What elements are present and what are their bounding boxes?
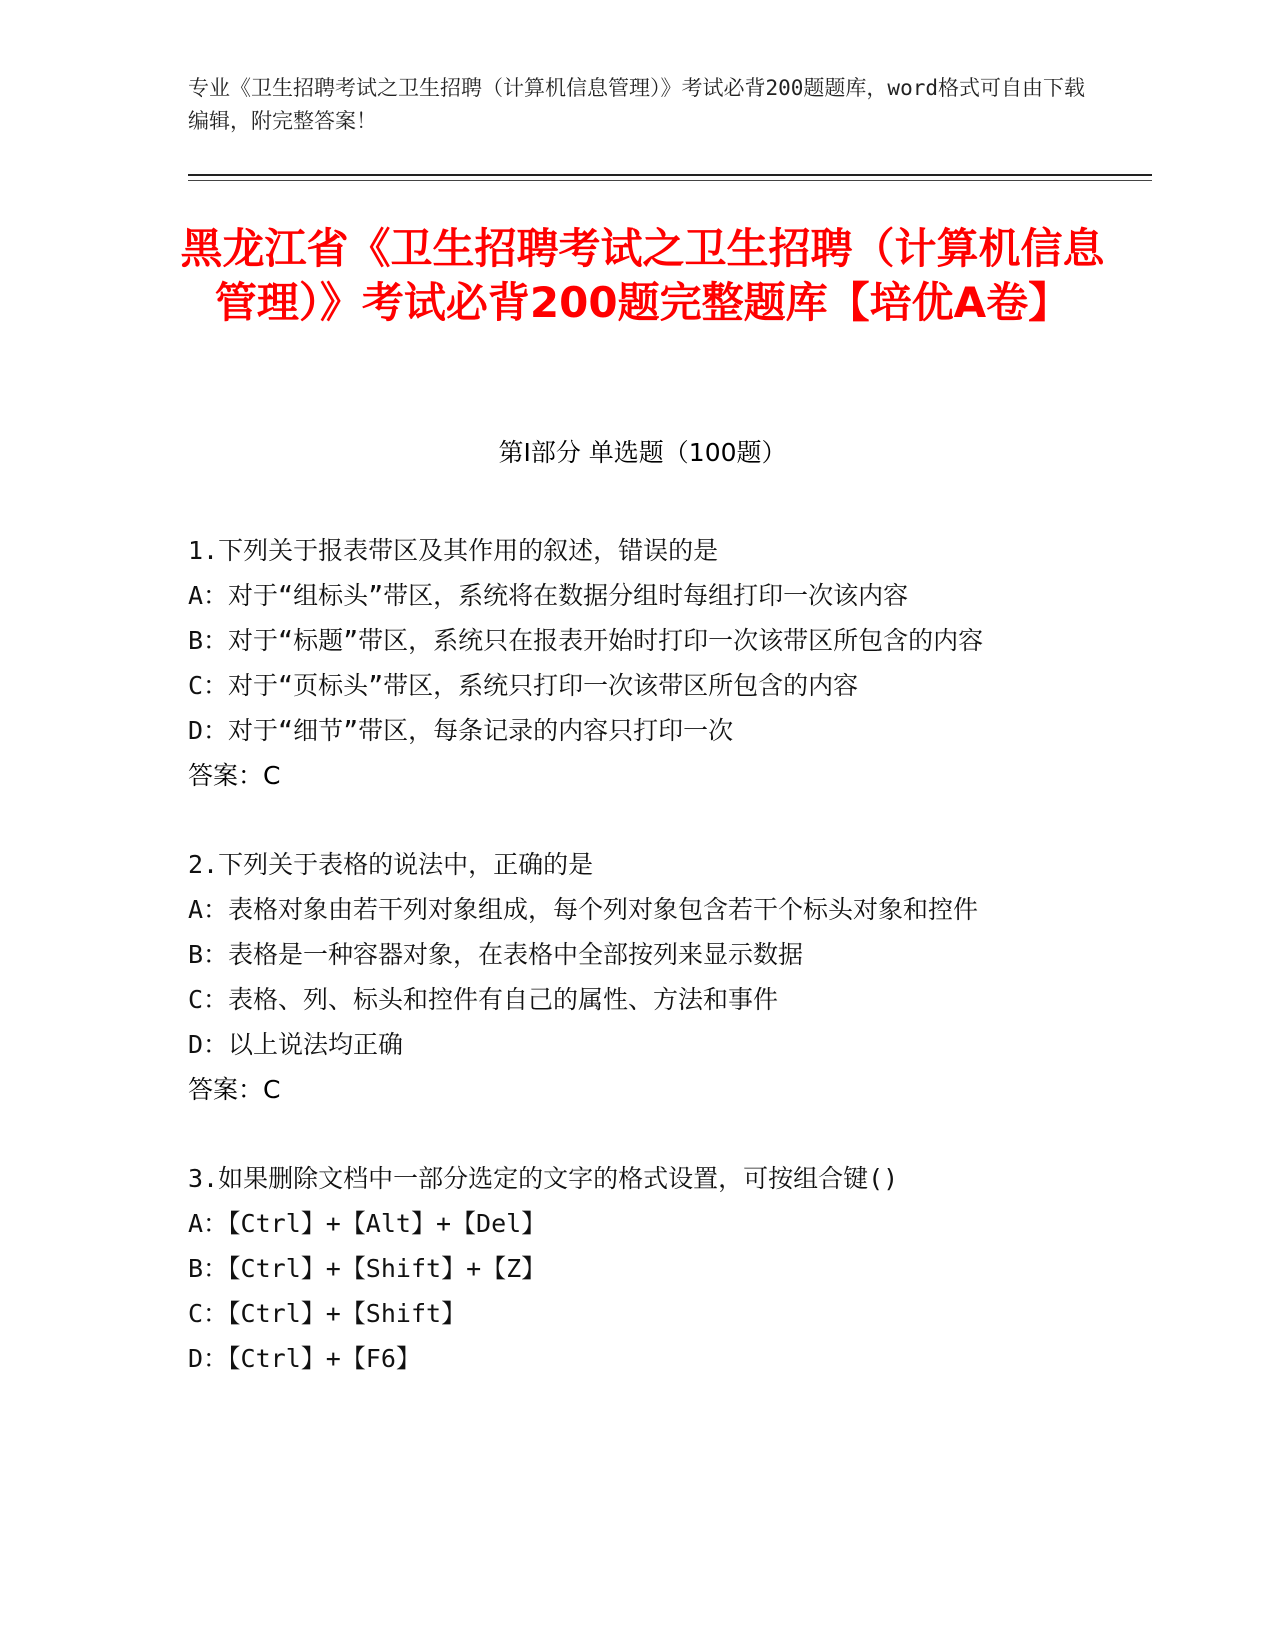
option-c: C：【Ctrl】+【Shift】 [188,1299,467,1328]
answer: 答案：C [188,761,281,790]
option-d: D：【Ctrl】+【F6】 [188,1344,421,1373]
question-2 [188,842,1068,1112]
header-divider [188,174,1152,176]
question-3 [188,1156,1068,1381]
option-c: C：对于“页标头”带区，系统只打印一次该带区所包含的内容 [188,671,859,700]
question-list [188,528,1068,1425]
header-divider-thin [188,180,1152,181]
option-b: B：【Ctrl】+【Shift】+【Z】 [188,1254,547,1283]
option-a: A：【Ctrl】+【Alt】+【Del】 [188,1209,547,1238]
header-note: 专业《卫生招聘考试之卫生招聘（计算机信息管理）》考试必背200题题库，word格式可自由下载编辑，附完整答案！ [188,76,1085,133]
option-c: C：表格、列、标头和控件有自己的属性、方法和事件 [188,985,779,1014]
section-heading: 第Ⅰ部分 单选题（100题） [498,438,787,467]
question-stem: 3.如果删除文档中一部分选定的文字的格式设置，可按组合键() [188,1164,899,1193]
option-d: D：对于“细节”带区，每条记录的内容只打印一次 [188,716,734,745]
option-a: A：表格对象由若干列对象组成，每个列对象包含若干个标头对象和控件 [188,895,979,924]
option-b: B：对于“标题”带区，系统只在报表开始时打印一次该带区所包含的内容 [188,626,984,655]
answer: 答案：C [188,1075,281,1104]
option-d: D：以上说法均正确 [188,1030,404,1059]
document-title: 黑龙江省《卫生招聘考试之卫生招聘（计算机信息管理）》考试必背200题完整题库【培优A卷】 [180,224,1105,327]
option-a: A：对于“组标头”带区，系统将在数据分组时每组打印一次该内容 [188,581,909,610]
option-b: B：表格是一种容器对象，在表格中全部按列来显示数据 [188,940,804,969]
question-1 [188,528,1068,798]
question-stem: 2.下列关于表格的说法中，正确的是 [188,850,594,879]
question-stem: 1.下列关于报表带区及其作用的叙述，错误的是 [188,536,719,565]
